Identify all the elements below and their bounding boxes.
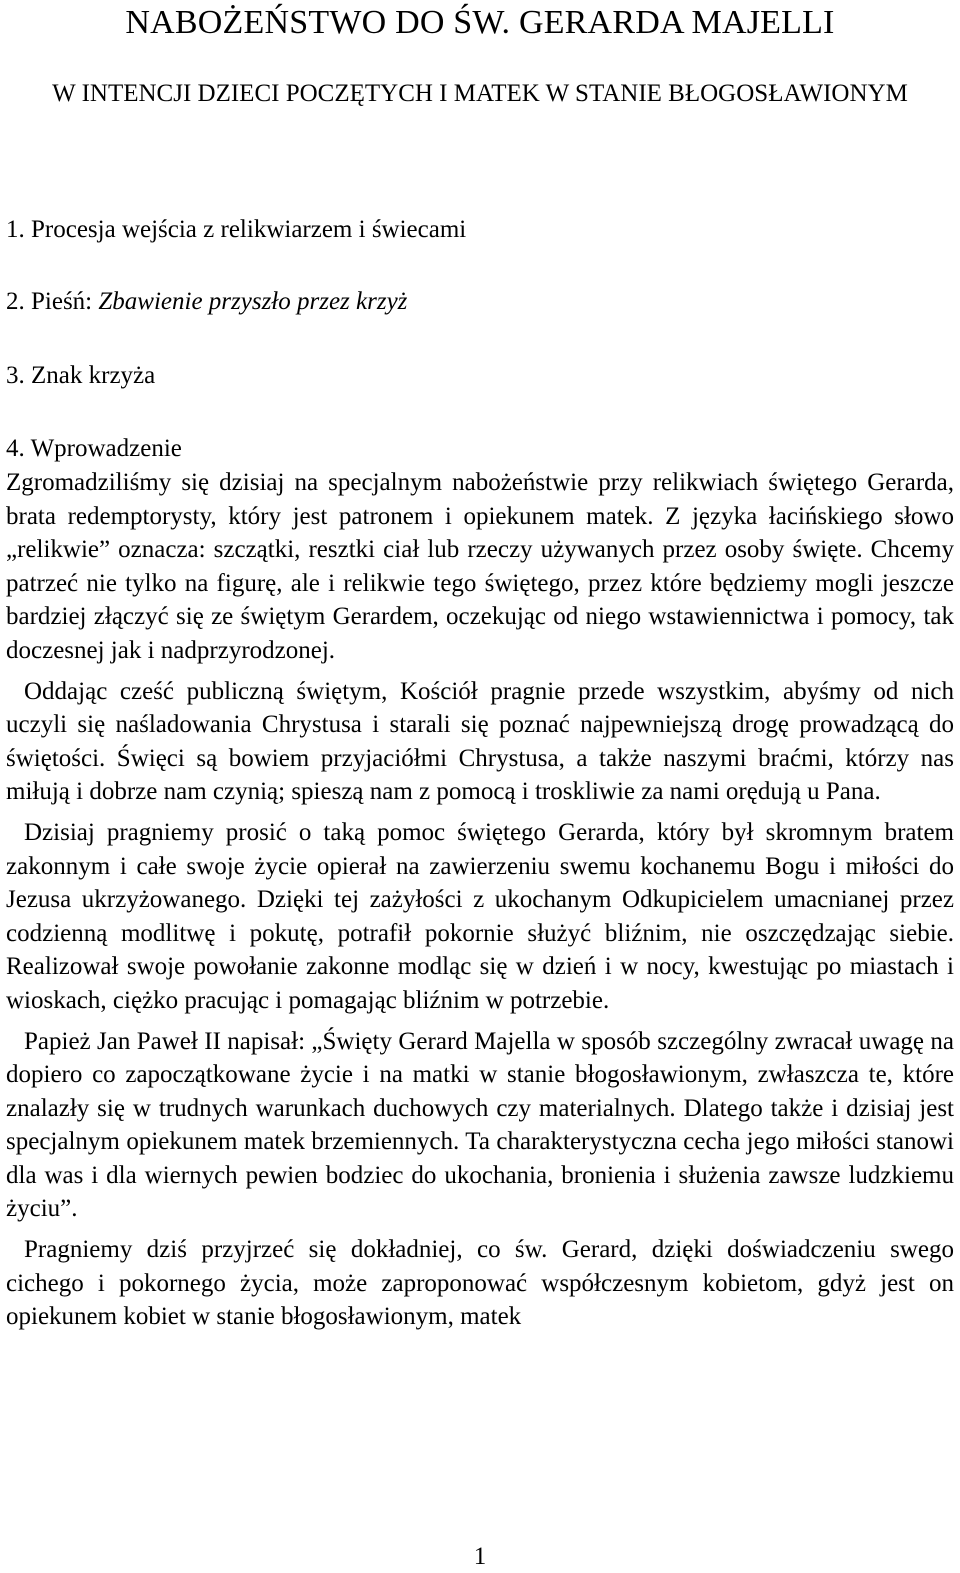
section-number: 4. bbox=[6, 435, 25, 462]
body-paragraph: Oddając cześć publiczną świętym, Kościół pragnie przede wszystkim, abyśmy od nich uczyli się naśladowania Chrystusa i starali się poznać najpewniejszą drogę prowadzącą do świętości. Święci są bowiem przyjaciółmi Chrystusa, a także naszymi braćmi, którzy nas miłują i dobrze nam czynią; spieszą nam z pomocą i troskliwie za nami orędują u Pana. bbox=[6, 677, 954, 806]
body-paragraph: Zgromadziliśmy się dzisiaj na specjalnym nabożeństwie przy relikwiach świętego Gerarda, brata redemptorysty, który jest patronem i opiekunem matek. Z języka łacińskiego słowo „relikwie” oznacza: szczątki, resztki ciał lub rzeczy używanych przez osoby święte. Chcemy patrzeć nie tylko na figurę, ale i relikwie tego świętego, przez które będziemy mogli jeszcze bardziej złączyć się ze świętym Gerardem, oczekując od niego wstawiennictwa i pomocy, tak doczesnej jak i nadprzyrodzonej. bbox=[6, 469, 954, 664]
body-paragraph: Pragniemy dziś przyjrzeć się dokładniej, co św. Gerard, dzięki doświadczeniu swego cichego i pokornego życia, może zaproponować współczesnym kobietom, gdyż jest on opiekunem kobiet w stanie błogosławionym, matek bbox=[6, 1236, 954, 1331]
document-subtitle: W INTENCJI DZIECI POCZĘTYCH I MATEK W STANIE BŁOGOSŁAWIONYM bbox=[52, 80, 908, 107]
section-title: Pieśń: bbox=[31, 288, 99, 315]
page-number: 1 bbox=[473, 1543, 487, 1570]
song-title: Zbawienie przyszło przez krzyż bbox=[98, 288, 408, 315]
section-title: Znak krzyża bbox=[31, 362, 156, 389]
body-paragraph: Papież Jan Paweł II napisał: „Święty Gerard Majella w sposób szczególny zwracał uwagę na dopiero co zapoczątkowane życie i na matki w stanie błogosławionym, zwłaszcza te, które znalazły się w trudnych warunkach duchowych czy materialnych. Dlatego także i dzisiaj jest specjalnym opiekunem matek brzemiennych. Ta charakterystyczna cecha jego miłości stanowi dla was i dla wiernych pewien bodziec do ukochania, bronienia i służenia zawsze ludzkiemu życiu”. bbox=[6, 1027, 954, 1223]
section-heading-3 bbox=[6, 359, 954, 393]
document-title: NABOŻEŃSTWO DO ŚW. GERARDA MAJELLI bbox=[125, 4, 835, 41]
section-number: 2. bbox=[6, 288, 25, 315]
section-heading-4 bbox=[6, 432, 954, 466]
section-heading-2 bbox=[6, 285, 954, 319]
body-paragraph: Dzisiaj pragniemy prosić o taką pomoc świętego Gerarda, który był skromnym bratem zakonnym i całe swoje życie opierał na zawierzeniu swemu kochanemu Bogu i miłości do Jezusa ukrzyżowanego. Dzięki tej zażyłości z ukochanym Odkupicielem umacnianej przez codzienną modlitwę i pokutę, potrafił pokornie służyć bliźnim, nie oszczędzając siebie. Realizował swoje powołanie zakonne modląc się w dzień i w nocy, kwestując po miastach i wioskach, ciężko pracując i pomagając bliźnim w potrzebie. bbox=[6, 818, 954, 1014]
section-title: Wprowadzenie bbox=[30, 435, 182, 462]
section-number: 3. bbox=[6, 362, 25, 389]
document-page bbox=[6, 0, 954, 1334]
section-title: Procesja wejścia z relikwiarzem i świecami bbox=[31, 216, 467, 243]
section-heading-1 bbox=[6, 213, 954, 247]
section-number: 1. bbox=[6, 216, 25, 243]
